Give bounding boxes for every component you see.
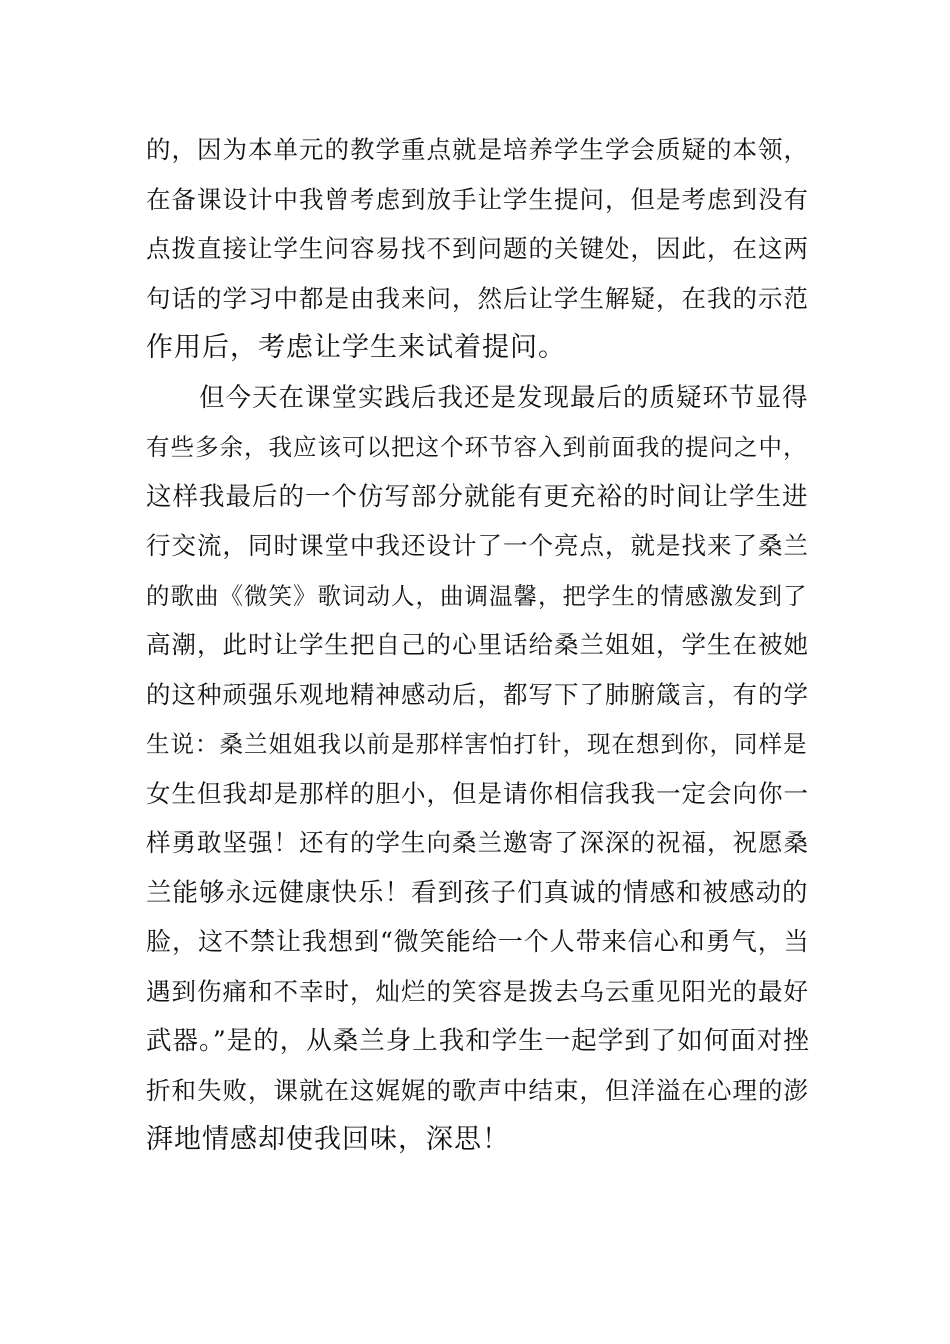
text-line: 的这种顽强乐观地精神感动后，都写下了肺腑箴言，有的学 bbox=[146, 680, 809, 709]
text-line: 的歌曲《微笑》歌词动人，曲调温馨，把学生的情感激发到了 bbox=[146, 582, 808, 610]
text-line: 作用后，考虑让学生来试着提问。 bbox=[146, 332, 566, 363]
text-line: 点拨直接让学生问容易找不到问题的关键处，因此，在这两 bbox=[146, 234, 809, 263]
text-line: 句话的学习中都是由我来问，然后让学生解疑，在我的示范 bbox=[146, 284, 809, 313]
text-line: 遇到伤痛和不幸时，灿烂的笑容是拨去乌云重见阳光的最好 bbox=[146, 977, 809, 1006]
text-line: 生说：桑兰姐姐我以前是那样害怕打针，现在想到你，同样是 bbox=[146, 730, 808, 758]
text-line: 行交流，同时课堂中我还设计了一个亮点，就是找来了桑兰 bbox=[146, 531, 809, 560]
paragraph-first-line: 但今天在课堂实践后我还是发现最后的质疑环节显得 bbox=[199, 383, 809, 413]
text-line: 在备课设计中我曾考虑到放手让学生提问，但是考虑到没有 bbox=[146, 185, 809, 214]
text-line: 这样我最后的一个仿写部分就能有更充裕的时间让学生进 bbox=[146, 482, 809, 512]
text-line: 有些多余，我应该可以把这个环节容入到前面我的提问之中， bbox=[146, 433, 808, 461]
text-line: 折和失败，课就在这娓娓的歌声中结束，但洋溢在心理的澎 bbox=[146, 1076, 809, 1105]
text-line: 女生但我却是那样的胆小，但是请你相信我我一定会向你一 bbox=[146, 779, 809, 808]
text-line: 武器。”是的，从桑兰身上我和学生一起学到了如何面对挫 bbox=[146, 1026, 810, 1056]
text-line: 的，因为本单元的教学重点就是培养学生学会质疑的本领， bbox=[146, 135, 809, 164]
text-line: 湃地情感却使我回味，深思！ bbox=[146, 1124, 510, 1155]
text-line: 高潮，此时让学生把自己的心里话给桑兰姐姐，学生在被她 bbox=[146, 630, 809, 659]
text-line: 兰能够永远健康快乐！看到孩子们真诚的情感和被感动的 bbox=[146, 878, 809, 908]
text-line: 脸，这不禁让我想到“微笑能给一个人带来信心和勇气，当 bbox=[146, 927, 810, 956]
text-line: 样勇敢坚强！还有的学生向桑兰邀寄了深深的祝福，祝愿桑 bbox=[146, 828, 809, 857]
